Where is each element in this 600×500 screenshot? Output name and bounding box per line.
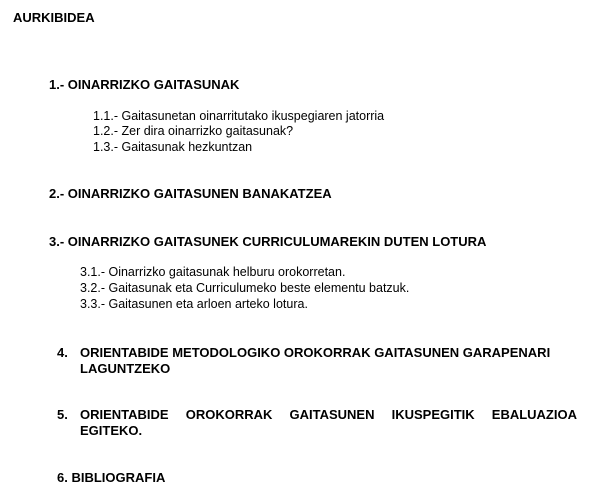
section-4-heading [57, 345, 577, 377]
section-5-number: 5. [57, 407, 68, 422]
section-6-heading: 6. BIBLIOGRAFIA [57, 470, 166, 485]
toc-title: AURKIBIDEA [13, 10, 95, 25]
section-5-heading-line-2: EGITEKO. [80, 423, 143, 438]
section-1-heading: 1.- OINARRIZKO GAITASUNAK [49, 77, 240, 92]
section-3-item-3: 3.3.- Gaitasunen eta arloen arteko lotura. [80, 297, 308, 311]
section-5-heading [57, 407, 577, 439]
section-1-item-3: 1.3.- Gaitasunak hezkuntzan [93, 140, 253, 154]
section-3-heading: 3.- OINARRIZKO GAITASUNEK CURRICULUMAREKIN DUTEN LOTURA [49, 234, 487, 249]
section-1-item-2: 1.2.- Zer dira oinarrizko gaitasunak? [93, 124, 294, 138]
section-3-item-2: 3.2.- Gaitasunak eta Curriculumeko beste elementu batzuk. [80, 281, 410, 295]
section-5-heading-line-1: ORIENTABIDE OROKORRAK GAITASUNEN IKUSPEGITIK EBALUAZIOA [80, 407, 577, 422]
section-4-number: 4. [57, 345, 68, 360]
section-4-heading-line-2: LAGUNTZEKO [80, 361, 171, 376]
section-4-heading-line-1: ORIENTABIDE METODOLOGIKO OROKORRAK GAITASUNEN GARAPENARI [80, 345, 551, 360]
section-3-item-1: 3.1.- Oinarrizko gaitasunak helburu orokorretan. [80, 265, 346, 279]
section-2-heading: 2.- OINARRIZKO GAITASUNEN BANAKATZEA [49, 186, 332, 201]
section-1-item-1: 1.1.- Gaitasunetan oinarritutako ikuspegiaren jatorria [93, 109, 385, 123]
